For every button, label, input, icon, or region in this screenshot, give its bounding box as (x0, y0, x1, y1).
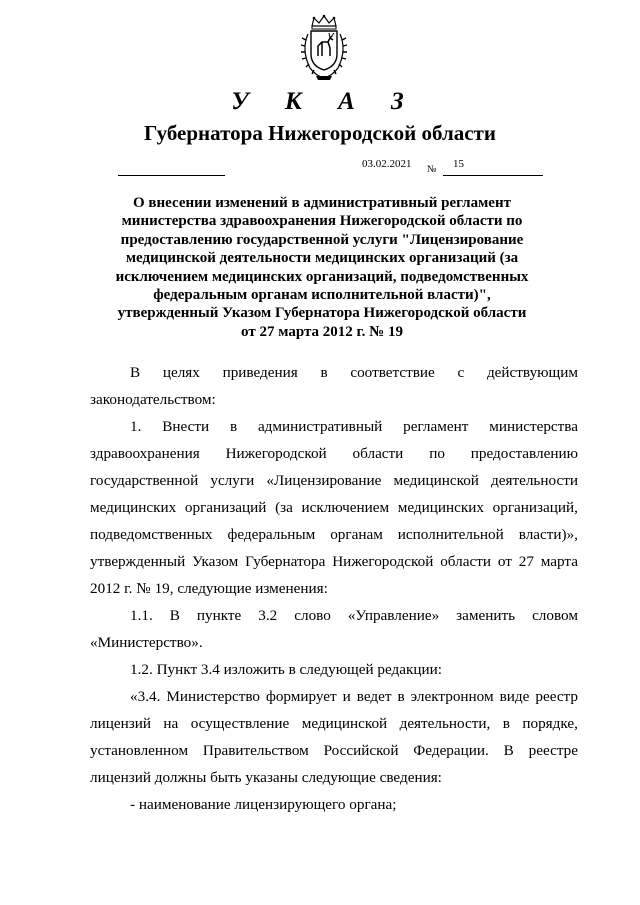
body-word: и (342, 688, 351, 705)
body-word: Губернатора (245, 553, 326, 570)
body-word: осуществление (190, 715, 290, 732)
page-title: У К А З (231, 88, 419, 115)
body-line (130, 688, 578, 706)
body-word: деятельности, (399, 715, 491, 732)
body-word: Правительством (202, 742, 309, 759)
body-word: Нижегородской (332, 553, 434, 570)
body-word: В (503, 742, 514, 759)
body-word: «Управление» (347, 607, 440, 624)
body-word: медицинской (393, 472, 479, 489)
body-word: реестр (535, 688, 578, 705)
body-line (90, 499, 578, 517)
body-word: регламент (403, 418, 469, 435)
body-word: от (497, 553, 512, 570)
body-word: на (163, 715, 179, 732)
body-word: Министерство (166, 688, 260, 705)
body-line: законодательством: (90, 391, 216, 408)
body-word: ведет (356, 688, 392, 705)
decree-date: 03.02.2021 (362, 158, 412, 170)
body-line (90, 526, 578, 544)
body-word: административный (257, 418, 383, 435)
body-word: предоставлению (470, 445, 578, 462)
body-word: в (320, 364, 328, 381)
body-word: Российской (323, 742, 399, 759)
heading-line: от 27 марта 2012 г. № 19 (241, 323, 403, 340)
body-line (90, 715, 578, 733)
body-word: порядке, (522, 715, 578, 732)
body-word: утвержденный (90, 553, 186, 570)
body-word: медицинских (397, 499, 484, 516)
body-word: в (229, 418, 238, 435)
body-word: медицинской (301, 715, 388, 732)
body-word: электронном (410, 688, 494, 705)
body-word: услуги (210, 472, 255, 489)
heading-line: федеральным органам исполнительной власти)", (153, 287, 491, 304)
body-word: формирует (265, 688, 337, 705)
body-line (130, 364, 578, 382)
body-word: 27 (518, 553, 534, 570)
body-word: приведения (222, 364, 298, 381)
body-word: В (169, 607, 180, 624)
body-line (130, 607, 578, 625)
body-word: деятельности (491, 472, 578, 489)
body-word: подведомственных (90, 526, 213, 543)
coat-of-arms-emblem (296, 12, 352, 82)
body-word: власти)», (518, 526, 578, 543)
body-word: органам (330, 526, 383, 543)
body-word: с (457, 364, 465, 381)
body-word: здравоохранения (90, 445, 200, 462)
body-word: действующим (486, 364, 578, 381)
body-word: виде (499, 688, 530, 705)
signature-date-line (118, 175, 225, 176)
body-word: организаций (184, 499, 267, 516)
body-word: «Лицензирование (266, 472, 382, 489)
body-word: установленном (90, 742, 189, 759)
body-word: лицензий (90, 715, 151, 732)
body-word: В (130, 364, 141, 381)
heading-line: исключением медицинских организаций, подведомственных (115, 268, 529, 285)
body-word: исключением (301, 499, 390, 516)
heading-line: утвержденный Указом Губернатора Нижегородской области (117, 305, 527, 322)
body-line (90, 553, 578, 571)
body-word: заменить (456, 607, 516, 624)
body-word: реестре (528, 742, 578, 759)
body-word: в (502, 715, 510, 732)
issuer-subtitle: Губернатора Нижегородской области (144, 121, 496, 145)
body-word: области (352, 445, 404, 462)
body-line (130, 418, 578, 436)
body-word: исполнительной (397, 526, 504, 543)
body-line: «Министерство». (90, 634, 203, 651)
body-word: Нижегородской (225, 445, 327, 462)
body-word: 3.2 (258, 607, 278, 624)
body-word: в (397, 688, 405, 705)
body-word: «3.4. (130, 688, 161, 705)
decree-heading (90, 194, 554, 341)
heading-line: предоставлению государственной услуги "Лицензирование (120, 231, 524, 248)
body-word: целях (162, 364, 200, 381)
body-line (90, 445, 578, 463)
body-word: Внести (162, 418, 210, 435)
body-word: марта (540, 553, 578, 570)
body-line: 2012 г. № 19, следующие изменения: (90, 580, 328, 597)
body-word: соответствие (350, 364, 435, 381)
body-word: словом (532, 607, 578, 624)
heading-line: О внесении изменений в административный регламент (133, 195, 511, 211)
body-line: 1.2. Пункт 3.4 изложить в следующей редакции: (130, 661, 443, 678)
body-word: слово (294, 607, 331, 624)
body-word: медицинских (90, 499, 177, 516)
body-word: по (429, 445, 445, 462)
body-word: государственной (90, 472, 199, 489)
body-word: министерства (489, 418, 578, 435)
body-word: (за (275, 499, 293, 516)
body-word: пункте (196, 607, 242, 624)
body-word: области (440, 553, 491, 570)
body-word: 1.1. (130, 607, 153, 624)
decree-number: 15 (453, 158, 464, 170)
body-line: лицензий должны быть указаны следующие сведения: (90, 769, 442, 786)
body-line (90, 742, 578, 760)
body-word: Указом (192, 553, 239, 570)
number-sign: № (427, 164, 437, 175)
heading-line: министерства здравоохранения Нижегородской области по (121, 213, 523, 230)
body-word: организаций, (492, 499, 578, 516)
heading-line: медицинской деятельности медицинских организаций (за (125, 250, 519, 267)
body-line: - наименование лицензирующего органа; (130, 796, 397, 813)
body-word: 1. (130, 418, 142, 435)
number-underline (443, 175, 543, 176)
body-word: федеральным (227, 526, 316, 543)
body-word: Федерации. (413, 742, 489, 759)
body-line (90, 472, 578, 490)
